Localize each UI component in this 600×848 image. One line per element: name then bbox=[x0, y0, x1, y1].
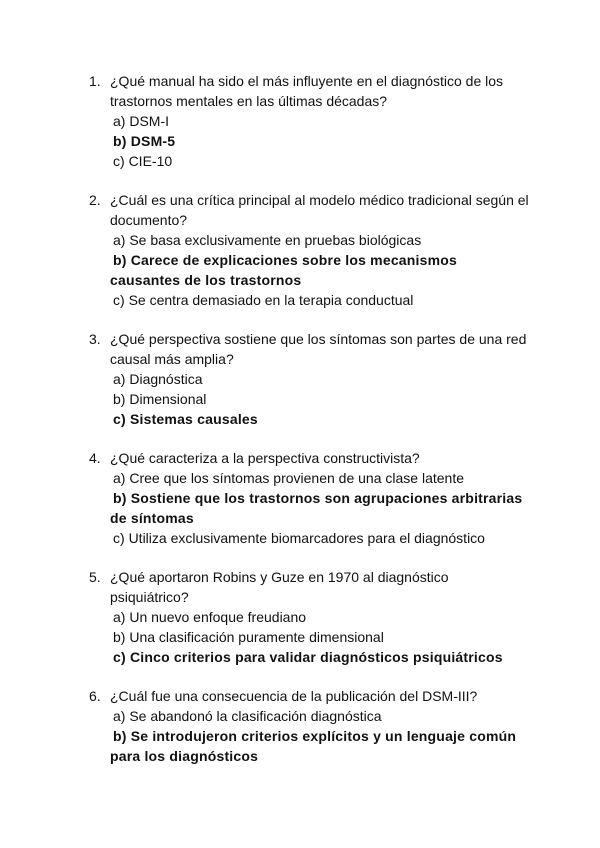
option-text: Cinco criterios para validar diagnósticos psiquiátricos bbox=[129, 649, 503, 665]
question-number: 6. bbox=[89, 688, 101, 704]
question-text-row bbox=[89, 448, 529, 468]
option-letter: c) bbox=[113, 411, 126, 427]
option-text: Una clasificación puramente dimensional bbox=[129, 629, 384, 645]
answer-option bbox=[110, 111, 529, 131]
question-text: ¿Qué aportaron Robins y Guze en 1970 al diagnóstico psiquiátrico? bbox=[110, 569, 449, 605]
question-text-row bbox=[89, 686, 529, 706]
question-text-row bbox=[89, 567, 529, 607]
option-letter: a) bbox=[113, 113, 126, 129]
answer-option bbox=[110, 468, 529, 488]
answer-options bbox=[89, 607, 529, 667]
option-text: Dimensional bbox=[129, 391, 207, 407]
option-letter: c) bbox=[113, 530, 125, 546]
question-number: 2. bbox=[89, 192, 101, 208]
answer-option bbox=[110, 627, 529, 647]
option-letter: a) bbox=[113, 232, 126, 248]
question-number: 1. bbox=[89, 73, 101, 89]
option-letter: b) bbox=[113, 391, 126, 407]
question-text: ¿Cuál es una crítica principal al modelo médico tradicional según el documento? bbox=[110, 192, 529, 228]
question-4 bbox=[89, 448, 529, 548]
option-letter: b) bbox=[113, 728, 127, 744]
question-number: 5. bbox=[89, 569, 101, 585]
question-2 bbox=[89, 190, 529, 310]
option-letter: b) bbox=[113, 133, 127, 149]
answer-options bbox=[89, 706, 529, 766]
option-letter: c) bbox=[113, 292, 125, 308]
answer-option bbox=[110, 389, 529, 409]
option-text: Diagnóstica bbox=[129, 371, 203, 387]
option-text: Utiliza exclusivamente biomarcadores para el diagnóstico bbox=[128, 530, 485, 546]
answer-option bbox=[110, 230, 529, 250]
quiz-list bbox=[89, 71, 529, 785]
question-5 bbox=[89, 567, 529, 667]
answer-option bbox=[110, 607, 529, 627]
option-letter: a) bbox=[113, 609, 126, 625]
question-text-row bbox=[89, 329, 529, 369]
option-text: Sostiene que los trastornos son agrupaciones arbitrarias de síntomas bbox=[110, 490, 523, 526]
answer-option-correct bbox=[110, 726, 529, 766]
answer-options bbox=[89, 230, 529, 310]
question-6 bbox=[89, 686, 529, 766]
option-text: Se introdujeron criterios explícitos y un lenguaje común para los diagnósticos bbox=[110, 728, 517, 764]
option-text: Sistemas causales bbox=[129, 411, 258, 427]
question-number: 3. bbox=[89, 331, 101, 347]
option-text: Un nuevo enfoque freudiano bbox=[129, 609, 307, 625]
answer-option-correct bbox=[110, 250, 529, 290]
option-letter: b) bbox=[113, 629, 126, 645]
answer-option-correct bbox=[110, 647, 529, 667]
question-text: ¿Qué perspectiva sostiene que los síntomas son partes de una red causal más amplia? bbox=[110, 331, 527, 367]
answer-options bbox=[89, 468, 529, 548]
option-letter: a) bbox=[113, 708, 126, 724]
option-text: Se basa exclusivamente en pruebas biológicas bbox=[129, 232, 422, 248]
answer-option bbox=[110, 151, 529, 171]
answer-options bbox=[89, 369, 529, 429]
option-text: Se centra demasiado en la terapia conductual bbox=[128, 292, 414, 308]
answer-option bbox=[110, 290, 529, 310]
question-text-row bbox=[89, 71, 529, 111]
answer-option bbox=[110, 528, 529, 548]
option-letter: c) bbox=[113, 153, 125, 169]
option-letter: b) bbox=[113, 252, 127, 268]
option-text: CIE-10 bbox=[128, 153, 173, 169]
option-letter: a) bbox=[113, 371, 126, 387]
option-text: DSM-I bbox=[129, 113, 170, 129]
option-text: Se abandonó la clasificación diagnóstica bbox=[129, 708, 382, 724]
question-number: 4. bbox=[89, 450, 101, 466]
answer-options bbox=[89, 111, 529, 171]
answer-option-correct bbox=[110, 409, 529, 429]
answer-option bbox=[110, 706, 529, 726]
question-3 bbox=[89, 329, 529, 429]
question-text: ¿Qué caracteriza a la perspectiva constructivista? bbox=[110, 450, 420, 466]
answer-option-correct bbox=[110, 488, 529, 528]
option-letter: b) bbox=[113, 490, 127, 506]
option-text: DSM-5 bbox=[130, 133, 176, 149]
question-1 bbox=[89, 71, 529, 171]
option-text: Cree que los síntomas provienen de una clase latente bbox=[129, 470, 464, 486]
question-text: ¿Qué manual ha sido el más influyente en el diagnóstico de los trastornos mentales en las últimas décadas? bbox=[110, 73, 504, 109]
option-letter: a) bbox=[113, 470, 126, 486]
option-text: Carece de explicaciones sobre los mecanismos causantes de los trastornos bbox=[110, 252, 458, 288]
answer-option bbox=[110, 369, 529, 389]
question-text: ¿Cuál fue una consecuencia de la publicación del DSM-III? bbox=[110, 688, 478, 704]
question-text-row bbox=[89, 190, 529, 230]
answer-option-correct bbox=[110, 131, 529, 151]
option-letter: c) bbox=[113, 649, 126, 665]
